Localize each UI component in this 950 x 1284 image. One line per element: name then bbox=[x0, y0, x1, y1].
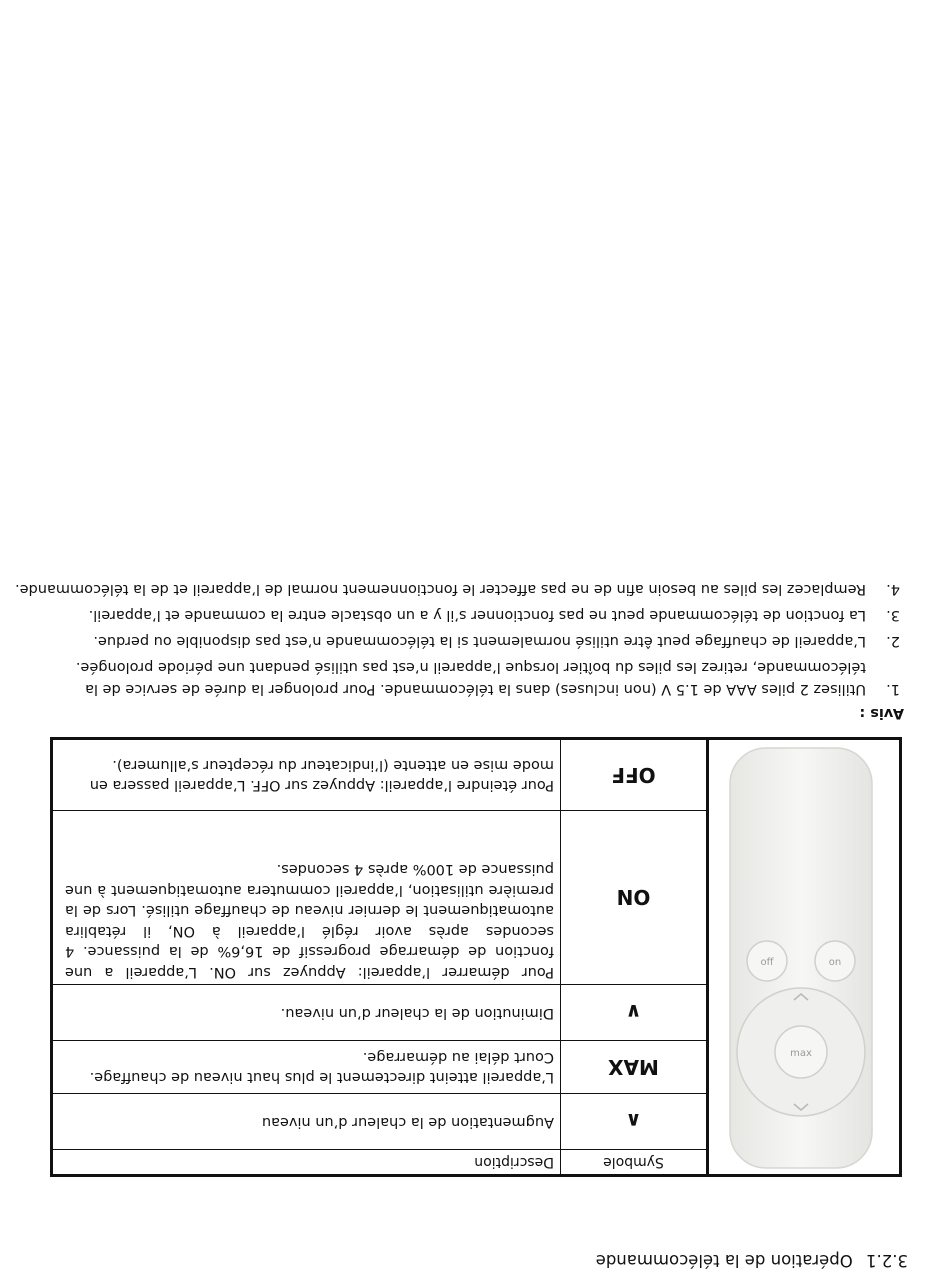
section-title: Opération de la télécommande bbox=[595, 1251, 853, 1270]
section-number: 3.2.1 bbox=[866, 1251, 908, 1270]
on-button[interactable] bbox=[815, 941, 855, 981]
note-number: 3. bbox=[886, 607, 900, 623]
off-symbol: OFF bbox=[611, 763, 656, 787]
on-description: Pour démarrer l’appareil: Appuyez sur ON. L’appareil a une fonction de démarrage progressif de 16,6% de la puissance. 4 secondes après avoir réglé l’appareil à ON, il rétablira automatiquement le dernier niveau de chauffage utilisé. Lors de la première utilisation, l’appareil commutera automatiquement à une puissance de 100% après 4 secondes. bbox=[65, 861, 554, 980]
off-description: Pour éteindre l’appareil: Appuyez sur OFF. L’appareil passera en mode mise en attente (l’indicateur du récepteur s’allumera). bbox=[89, 757, 554, 794]
increase-symbol: ∧ bbox=[625, 1109, 642, 1134]
decrease-symbol: ∨ bbox=[625, 1000, 642, 1025]
notes-list bbox=[15, 574, 900, 700]
note-number: 1. bbox=[886, 681, 900, 697]
note-item bbox=[15, 578, 900, 600]
remote-control-image bbox=[709, 740, 899, 1174]
notes-title: Avis : bbox=[859, 705, 904, 721]
max-symbol: MAX bbox=[608, 1055, 659, 1079]
note-text: Remplacez les piles au besoin afin de ne pas affecter le fonctionnement normal de l’appareil et de la télécommande. bbox=[15, 581, 866, 597]
note-number: 4. bbox=[886, 581, 900, 597]
max-button[interactable] bbox=[775, 1026, 827, 1078]
section-heading bbox=[596, 1251, 908, 1270]
off-button[interactable] bbox=[747, 941, 787, 981]
note-text: L’appareil de chauffage peut être utilisé normalement si la télécommande n’est pas disponible ou perdue. bbox=[93, 633, 866, 649]
note-item bbox=[15, 656, 900, 700]
description-column-header: Description bbox=[474, 1154, 554, 1171]
note-number: 2. bbox=[886, 633, 900, 649]
increase-description: Augmentation de la chaleur d’un niveau bbox=[261, 1113, 554, 1130]
symbol-column-header: Symbole bbox=[603, 1154, 664, 1170]
off-button-label: off bbox=[760, 957, 774, 968]
note-item bbox=[15, 630, 900, 652]
on-button-label: on bbox=[828, 957, 842, 968]
decrease-description: Diminution de la chaleur d’un niveau. bbox=[280, 1004, 554, 1021]
max-description: L’appareil atteint directement le plus haut niveau de chauffage. Court délai au démarrage. bbox=[89, 1049, 554, 1086]
note-text: Utilisez 2 piles AAA de 1.5 V (non incluses) dans la télécommande. Pour prolonger la durée de service de la télécommande, retirez les piles du boîtier lorsque l’appareil n’est pas utilisé pendant une période prolongée. bbox=[75, 659, 866, 697]
remote-functions-table bbox=[50, 737, 902, 1177]
on-symbol: ON bbox=[616, 885, 651, 910]
note-item bbox=[15, 604, 900, 626]
remote-control-image-cell bbox=[706, 740, 899, 1174]
note-text: La fonction de télécommande peut ne pas fonctionner s’il y a un obstacle entre la commande et l’appareil. bbox=[88, 607, 866, 623]
max-button-label: max bbox=[790, 1048, 812, 1059]
